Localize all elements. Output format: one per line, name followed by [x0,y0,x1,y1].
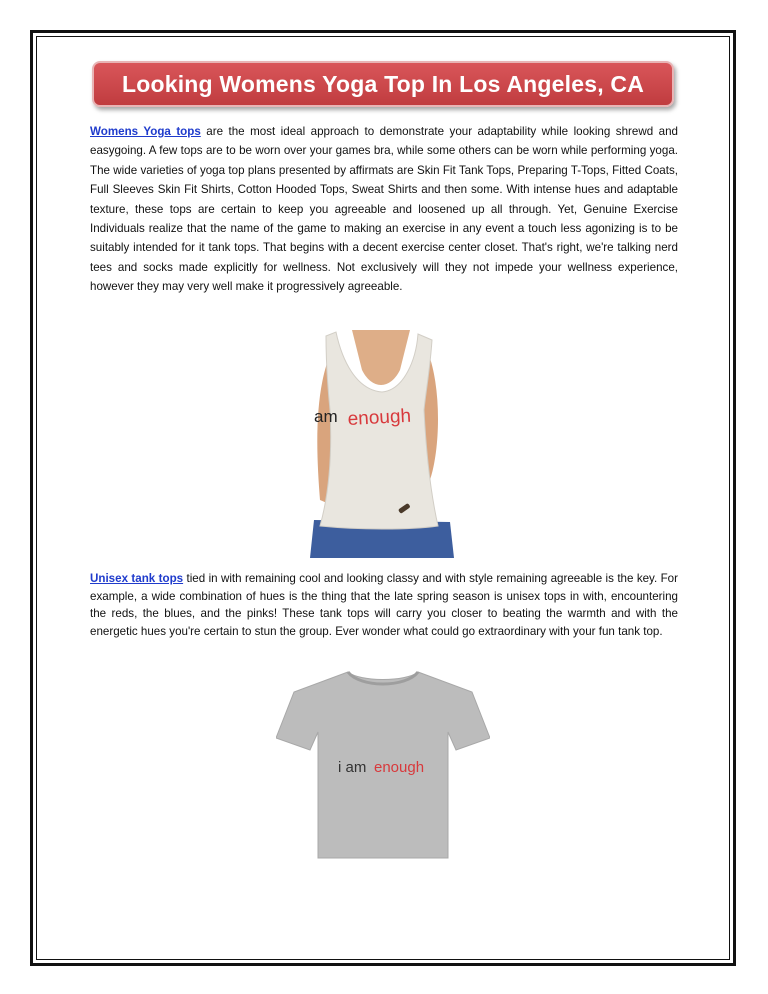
page-title: Looking Womens Yoga Top In Los Angeles, CA [121,70,645,97]
title-banner [92,61,674,107]
womens-yoga-tops-link[interactable]: Womens Yoga tops [90,125,201,138]
tank-print-word-1: am [314,407,338,426]
unisex-tank-tops-link[interactable]: Unisex tank tops [90,572,184,585]
neck-skin-shape [352,330,410,385]
tank-top-photo [300,330,460,558]
tank-print-word-2: enough [347,405,412,430]
paragraph-intro-text: are the most ideal approach to demonstrate your adaptability while looking shrewd and easygoing. A few tops are to be worn over your games bra, while some others can be worn while performing yoga. The wide varieties of yoga top plans presented by affirmats are Skin Fit Tank Tops, Preparing T-Tops, Fitted Coats, Full Sleeves Skin Fit Shirts, Cotton Hooded Tops, Sweat Shirts and then some. With intense hues and adaptable texture, these tops are certain to keep you agreeable and loosened up all through. Yet, Genuine Exercise Individuals realize that the name of the game to making an exercise in any event a touch less agonizing is to be suitably intended for it tank tops. That begins with a decent exercise center closet. That's right, we're talking nerd tees and socks made explicitly for wellness. Not exclusively will they not impede your wellness experience, however they may very well make it progressively agreeable. [90,125,678,294]
tshirt-photo [276,668,490,862]
paragraph-unisex-text: tied in with remaining cool and looking classy and with style remaining agreeable is the key. For example, a wide combination of hues is the thing that the late spring season is unisex tops in with, encountering the reds, the blues, and the pinks! These tank tops will carry you closer to beating the warmth and with the energetic hues you're certain to stun the group. Ever wonder what could go extraordinary with your fun tank top. [90,572,678,638]
tee-print-word-1: i am [338,759,367,776]
paragraph-unisex [90,570,678,640]
paragraph-intro [90,122,678,297]
tee-print-word-2: enough [374,759,425,776]
